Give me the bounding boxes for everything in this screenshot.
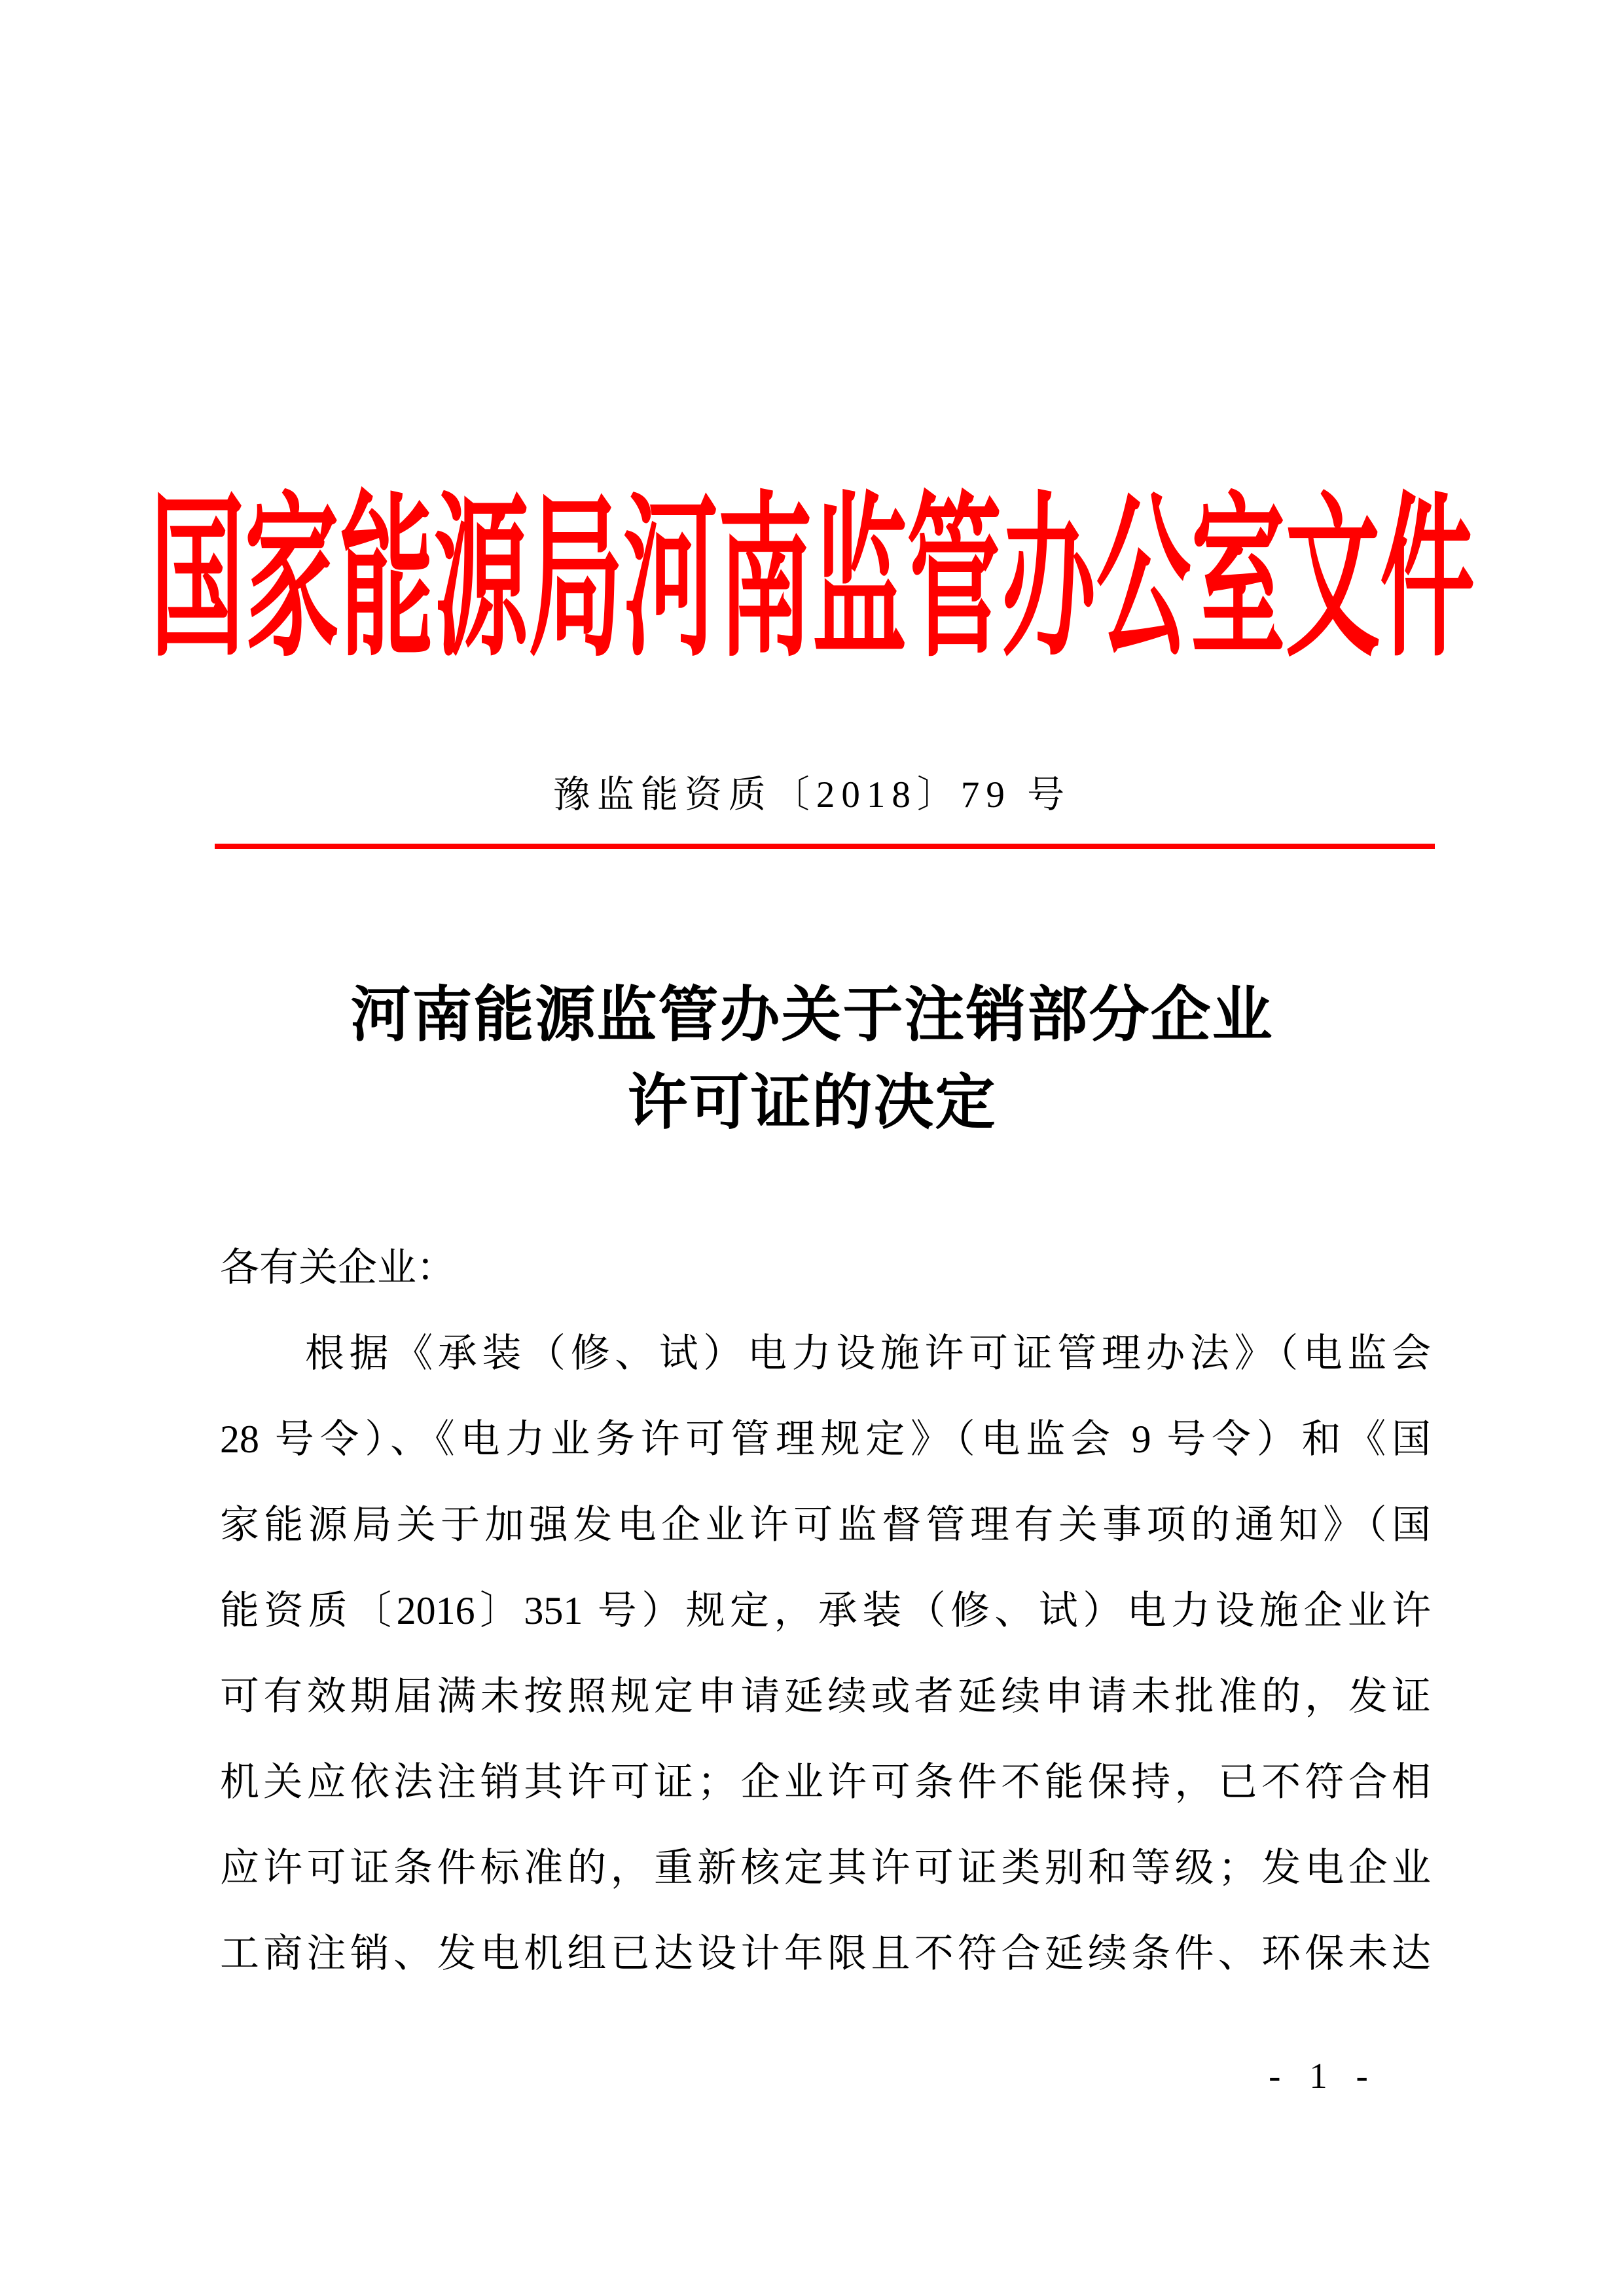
- red-header-banner: [0, 482, 1624, 678]
- body-line: 能资质〔2016〕351 号）规定，承装（修、试）电力设施企业许: [220, 1589, 1431, 1632]
- document-title-line2: 许可证的决定: [627, 1069, 997, 1136]
- body-line: 工商注销、发电机组已达设计年限且不符合延续条件、环保未达: [220, 1932, 1431, 1975]
- document-number: 豫监能资质〔2018〕79 号: [552, 774, 1072, 816]
- document-title: [0, 971, 1624, 1147]
- body-line: 可有效期届满未按照规定申请延续或者延续申请未批准的，发证: [220, 1675, 1431, 1718]
- body-line: 应许可证条件标准的，重新核定其许可证类别和等级；发电企业: [220, 1846, 1431, 1890]
- body-line: 家能源局关于加强发电企业许可监督管理有关事项的通知》（国: [220, 1503, 1431, 1547]
- page-number: - 1 -: [1269, 2056, 1373, 2096]
- body-line: 机关应依法注销其许可证；企业许可条件不能保持，已不符合相: [220, 1761, 1431, 1804]
- red-divider-line: [215, 844, 1435, 849]
- body-line: 28 号令）、《电力业务许可管理规定》（电监会 9 号令）和《国: [220, 1418, 1431, 1461]
- agency-banner-title: 国家能源局河南监管办公室文件: [149, 482, 1475, 678]
- salutation: 各有关企业：: [220, 1246, 456, 1289]
- body-line: 根据《承装（修、试）电力设施许可证管理办法》（电监会: [305, 1332, 1431, 1375]
- document-title-line1: 河南能源监管办关于注销部分企业: [350, 982, 1274, 1049]
- document-body: [220, 1225, 1431, 1997]
